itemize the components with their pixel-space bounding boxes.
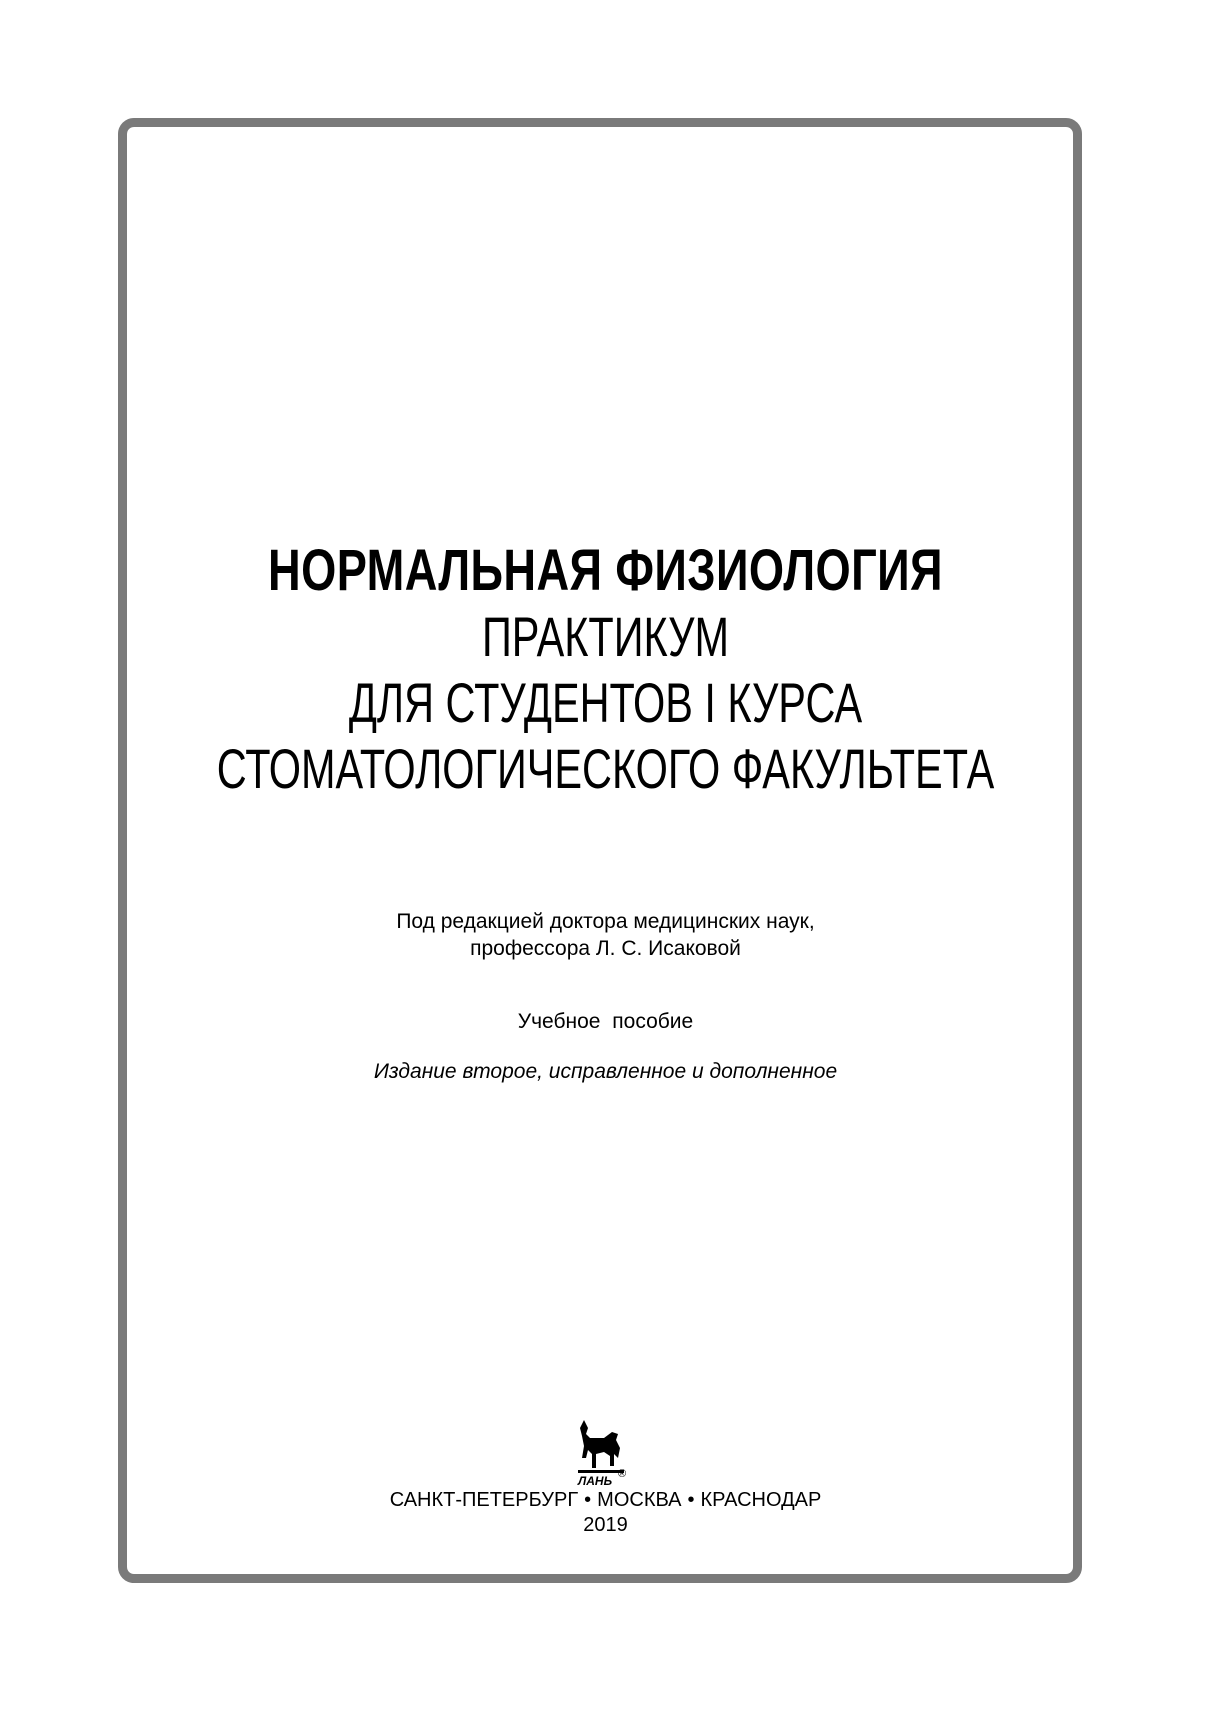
editor-credit [0,908,1211,962]
publication-year: 2019 [583,1514,628,1536]
city-saint-petersburg: САНКТ-ПЕТЕРБУРГ [389,1489,579,1511]
city-krasnodar: КРАСНОДАР [700,1489,822,1511]
publisher-cities [0,1488,1211,1513]
city-moscow: МОСКВА [597,1489,682,1511]
editor-line-2: профессора Л. С. Исаковой [470,937,741,960]
main-title: НОРМАЛЬНАЯ ФИЗИОЛОГИЯ [268,538,943,603]
subtitle-line-3: СТОМАТОЛОГИЧЕСКОГО ФАКУЛЬТЕТА [216,737,995,800]
edition-note: Издание второе, исправленное и дополненное [373,1060,838,1083]
city-separator: • [584,1489,592,1511]
subtitle-line-2: ДЛЯ СТУДЕНТОВ I КУРСА [348,671,863,734]
subtitle-line-1: ПРАКТИКУМ [482,605,729,668]
publisher-block [0,1488,1211,1538]
title-block [0,538,1211,802]
page-frame [118,118,1082,1583]
editor-line-1: Под редакцией доктора медицинских наук, [396,910,815,933]
book-type: Учебное пособие [517,1010,694,1033]
registered-mark: ® [618,1468,627,1480]
city-separator: • [687,1489,695,1511]
logo-text: ЛАНЬ [578,1474,613,1488]
